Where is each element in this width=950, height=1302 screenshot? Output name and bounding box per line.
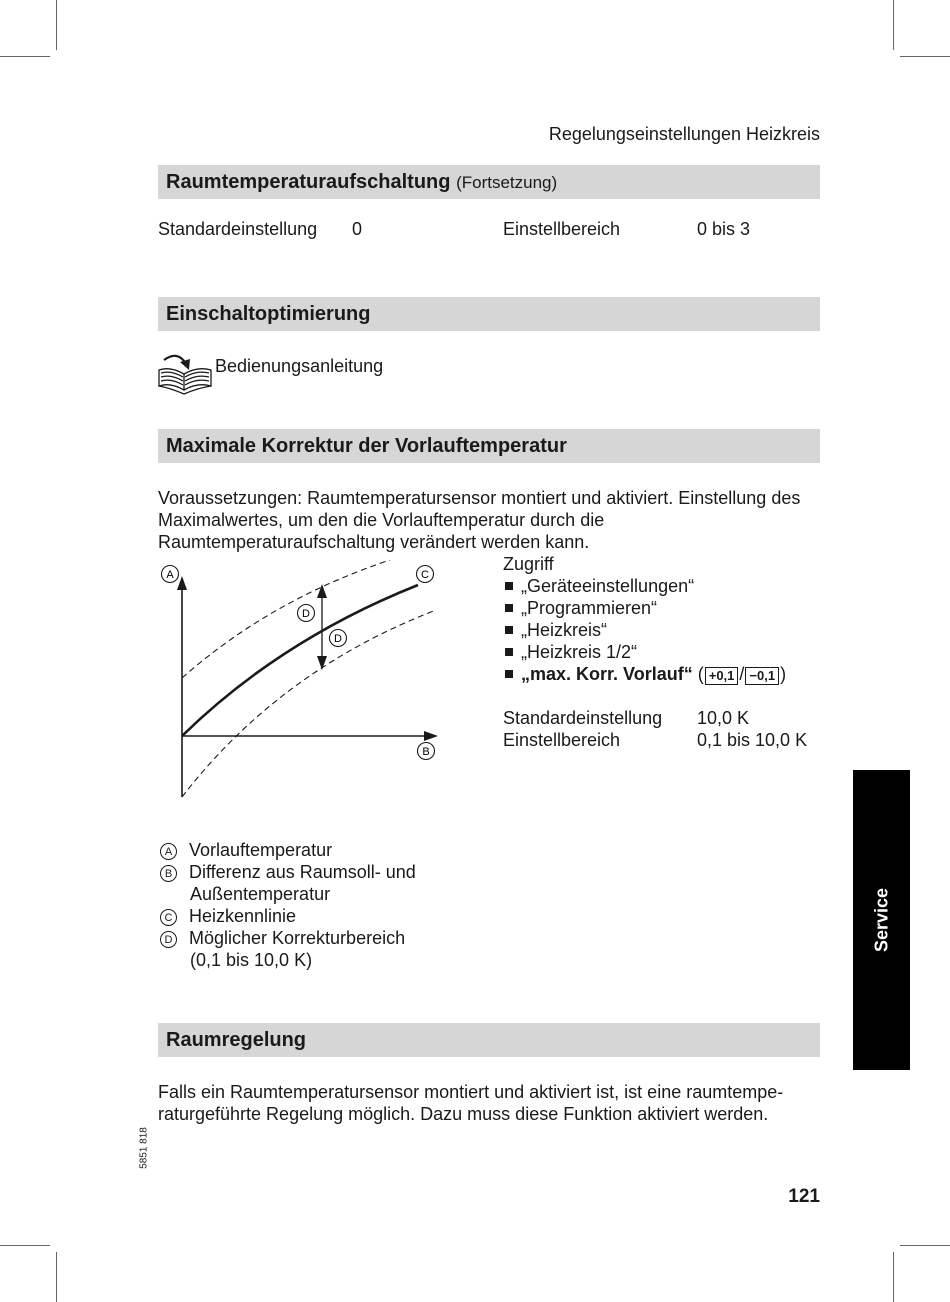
book-icon (156, 350, 214, 396)
key-separator: / (739, 664, 745, 684)
section4-paragraph: Falls ein Raumtemperatursensor montiert und aktiviert ist, ist eine raumtemperaturgeführte Regelung möglich. Dazu muss diese Funktion aktiviert werden. (158, 1082, 784, 1124)
crop-mark (56, 0, 57, 50)
upper-bound-curve (182, 560, 390, 678)
bullet-icon (505, 670, 513, 678)
legend-item-a (160, 839, 332, 861)
marker-c-label: C (421, 569, 429, 581)
section-title: Raumregelung (166, 1029, 307, 1051)
std-setting-value: 10,0 K (697, 708, 750, 728)
section-title: Einschaltoptimierung (166, 303, 371, 325)
marker-c (417, 566, 434, 583)
crop-mark (900, 1245, 950, 1246)
minus-key-icon: −0,1 (745, 667, 779, 685)
legend-item-b (160, 861, 416, 883)
final-menu-label: „max. Korr. Vorlauf“ (521, 664, 693, 684)
range-value: 0,1 bis 10,0 K (697, 730, 808, 750)
marker-d-lower (330, 630, 347, 647)
legend-marker: B (160, 865, 177, 882)
section-heading-einschaltoptimierung (158, 297, 820, 331)
std-setting-label: Standardeinstellung (503, 708, 663, 728)
range-value: 0 bis 3 (697, 219, 751, 239)
section-title: Maximale Korrektur der Vorlauftemperatur (166, 435, 567, 457)
crop-mark (0, 1245, 50, 1246)
menu-path-item (505, 641, 637, 663)
crop-mark (893, 1252, 894, 1302)
section-heading-maximale-korrektur (158, 429, 820, 463)
y-axis-arrow (177, 576, 187, 590)
marker-b (418, 743, 435, 760)
marker-a-label: A (166, 569, 174, 581)
legend-item-d-cont (190, 949, 312, 971)
crop-mark (0, 56, 50, 57)
arrow-down-head (317, 656, 327, 670)
menu-path-label: „Programmieren“ (521, 598, 658, 618)
crop-mark (893, 0, 894, 50)
service-tab (853, 770, 910, 1070)
heating-curve-diagram (150, 560, 450, 805)
legend-text: (0,1 bis 10,0 K) (190, 950, 313, 970)
marker-b-label: B (422, 746, 430, 758)
bullet-icon (505, 582, 513, 590)
marker-d-upper-label: D (302, 608, 310, 620)
legend-text: Vorlauftemperatur (189, 840, 333, 860)
legend-item-d (160, 927, 405, 949)
legend-text: Außentemperatur (190, 884, 331, 904)
document-number: 5851 818 (138, 1127, 150, 1169)
service-tab-label: Service (871, 887, 891, 953)
menu-path-label: „Heizkreis“ (521, 620, 608, 640)
plus-key-icon: +0,1 (705, 667, 739, 685)
access-label: Zugriff (503, 554, 554, 574)
menu-path-item (505, 597, 657, 619)
legend-marker: D (160, 931, 177, 948)
menu-path-item (505, 619, 607, 641)
menu-path-final (505, 663, 786, 685)
section-heading-raumtemperaturaufschaltung (158, 165, 820, 199)
crop-mark (900, 56, 950, 57)
menu-path-item (505, 575, 694, 597)
range-label: Einstellbereich (503, 219, 621, 239)
std-setting-label: Standardeinstellung (158, 219, 318, 239)
paren-open: ( (697, 664, 704, 684)
marker-d-lower-label: D (334, 633, 342, 645)
bullet-icon (505, 604, 513, 612)
legend-text: Möglicher Korrekturbereich (189, 928, 406, 948)
marker-a (162, 566, 179, 583)
x-axis-arrow (424, 731, 438, 741)
legend-text: Heizkennlinie (189, 906, 297, 926)
page-number: 121 (788, 1186, 820, 1207)
marker-d-upper (298, 605, 315, 622)
bullet-icon (505, 648, 513, 656)
legend-marker: C (160, 909, 177, 926)
paren-close: ) (780, 664, 787, 684)
menu-path-label: „Heizkreis 1/2“ (521, 642, 638, 662)
section-title: Raumtemperaturaufschaltung (166, 171, 451, 193)
std-setting-value: 0 (352, 219, 363, 239)
section-heading-raumregelung (158, 1023, 820, 1057)
arrow-up-head (317, 584, 327, 598)
section3-paragraph: Voraussetzungen: Raumtemperatursensor montiert und aktiviert. Einstellung des Maximalwertes, um den die Vorlauftemperatur durch die Raumtemperaturaufschaltung verändert werden kann. (158, 488, 801, 552)
legend-text: Differenz aus Raumsoll- und (189, 862, 416, 882)
legend-item-c (160, 905, 296, 927)
menu-path-label: „Geräteeinstellungen“ (521, 576, 695, 596)
legend-item-b-cont (190, 883, 330, 905)
running-header: Regelungseinstellungen Heizkreis (548, 124, 820, 144)
bullet-icon (505, 626, 513, 634)
crop-mark (56, 1252, 57, 1302)
range-label: Einstellbereich (503, 730, 621, 750)
manual-reference: Bedienungsanleitung (215, 356, 384, 376)
legend-marker: A (160, 843, 177, 860)
section-subtitle: (Fortsetzung) (456, 173, 558, 192)
